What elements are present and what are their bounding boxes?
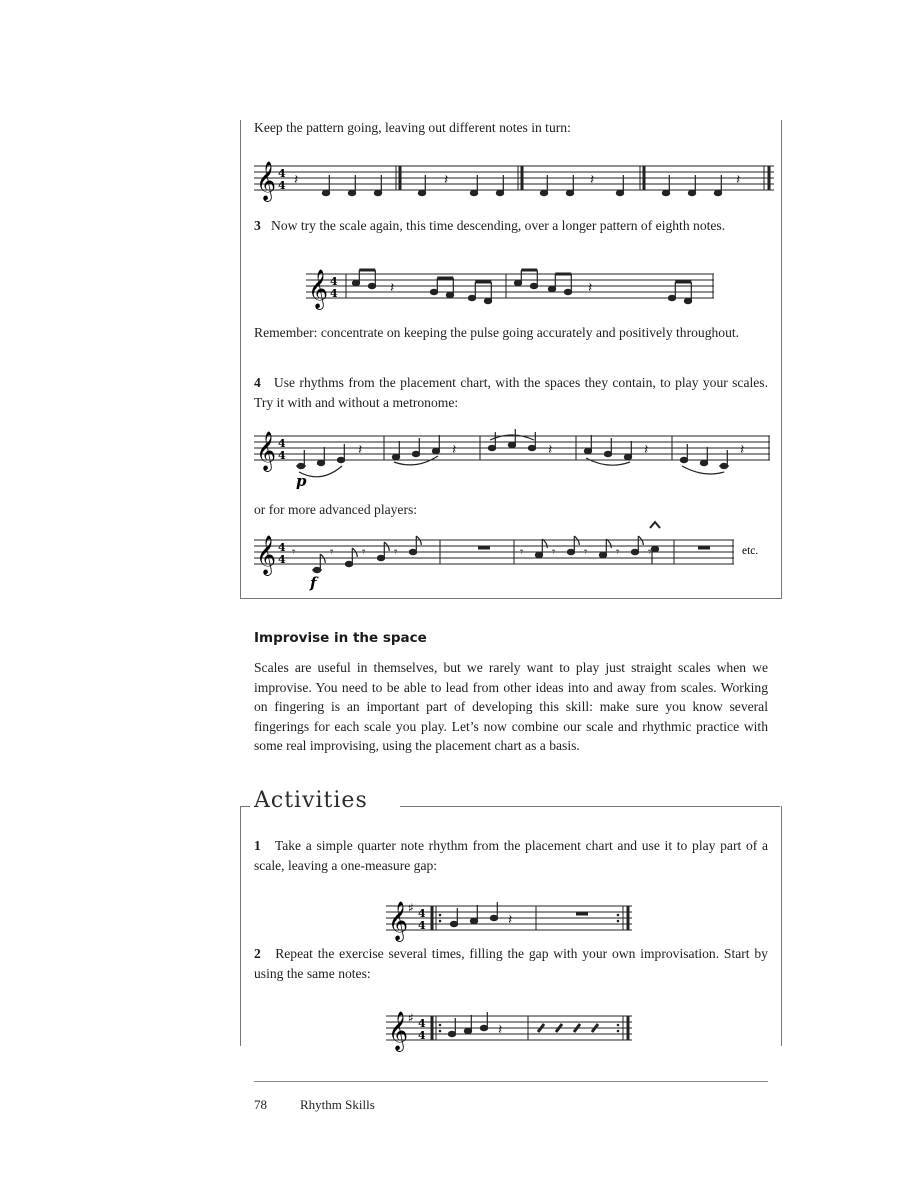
svg-text:𝄾: 𝄾 (648, 544, 652, 559)
svg-text:𝄽: 𝄽 (736, 173, 741, 188)
svg-text:4: 4 (278, 553, 286, 566)
svg-text:𝄽: 𝄽 (452, 443, 457, 458)
svg-text:4: 4 (278, 541, 286, 554)
svg-text:4: 4 (278, 437, 286, 450)
svg-text:𝄽: 𝄽 (358, 443, 363, 458)
sharp-icon: ♯ (408, 1011, 414, 1025)
step-4-text: 4 Use rhythms from the placement chart, with the spaces they contain, to play your scales. Try it with and without a metronome: (254, 375, 768, 410)
footer-rule (254, 1081, 768, 1082)
step-3-text: 3 Now try the scale again, this time descending, over a longer pattern of eighth notes. (254, 218, 726, 233)
dynamic-forte: f (310, 574, 317, 592)
svg-text:𝄾: 𝄾 (394, 544, 398, 559)
svg-text:𝄾: 𝄾 (292, 544, 296, 559)
svg-text:4: 4 (330, 287, 338, 300)
remember-text: Remember: concentrate on keeping the pulse going accurately and positively throughout. (254, 325, 740, 340)
svg-text:4: 4 (278, 449, 286, 462)
svg-text:𝄾: 𝄾 (616, 544, 620, 559)
svg-text:𝄽: 𝄽 (740, 443, 745, 458)
book-title: Rhythm Skills (300, 1097, 375, 1112)
sharp-icon: ♯ (408, 901, 414, 915)
activities-title: Activities (254, 788, 368, 813)
staff-advanced-rhythms (254, 534, 774, 594)
treble-clef-icon: 𝄞 (256, 161, 277, 201)
svg-text:𝄽: 𝄽 (588, 281, 593, 296)
treble-clef-icon: 𝄞 (388, 901, 409, 941)
svg-text:𝄽: 𝄽 (444, 173, 449, 188)
svg-text:𝄾: 𝄾 (552, 544, 556, 559)
svg-text:𝄽: 𝄽 (498, 1023, 503, 1038)
svg-text:4: 4 (330, 275, 338, 288)
svg-text:𝄽: 𝄽 (590, 173, 595, 188)
svg-text:𝄾: 𝄾 (362, 544, 366, 559)
section-body: Scales are useful in themselves, but we rarely want to play just straight scales when we improvise. You need to be able to lead from other ideas into and away from scales. Working on fingering is an important part of developing this skill: make sure you know several fingerings for each scale you play. Let’s now combine our scale and rhythmic practice with some real improvising, using the placement chart as a basis. (254, 660, 768, 753)
svg-text:4: 4 (418, 1029, 426, 1042)
svg-text:𝄾: 𝄾 (330, 544, 334, 559)
advanced-text: or for more advanced players: (254, 502, 418, 517)
treble-clef-icon: 𝄞 (256, 535, 277, 575)
svg-text:𝄾: 𝄾 (520, 544, 524, 559)
svg-text:𝄽: 𝄽 (644, 443, 649, 458)
svg-text:𝄾: 𝄾 (584, 544, 588, 559)
etc-label: etc. (742, 545, 759, 557)
treble-clef-icon: 𝄞 (388, 1011, 409, 1051)
dynamic-piano: p (296, 472, 307, 490)
svg-text:𝄽: 𝄽 (294, 173, 299, 188)
section-heading: Improvise in the space (254, 630, 427, 646)
svg-text:4: 4 (418, 907, 426, 920)
staff-descending-eighths (306, 268, 716, 312)
staff-quarter-note-scale (386, 900, 636, 940)
activity-2-text: 2 Repeat the exercise several times, filling the gap with your own improvisation. Start by using the same notes: (254, 946, 768, 981)
staff-improvise-gap (386, 1010, 636, 1050)
activity-1-text: 1 Take a simple quarter note rhythm from the placement chart and use it to play part of a scale, leaving a one-measure gap: (254, 838, 768, 873)
svg-text:𝄽: 𝄽 (548, 443, 553, 458)
svg-text:𝄽: 𝄽 (508, 913, 513, 928)
svg-text:4: 4 (278, 167, 286, 180)
staff-pattern-exercise (254, 160, 774, 204)
svg-text:4: 4 (418, 919, 426, 932)
page-number: 78 (254, 1097, 267, 1112)
staff-placement-rhythms (254, 430, 774, 494)
treble-clef-icon: 𝄞 (308, 269, 329, 309)
intro-text: Keep the pattern going, leaving out different notes in turn: (254, 120, 571, 135)
svg-text:4: 4 (418, 1017, 426, 1030)
treble-clef-icon: 𝄞 (256, 431, 277, 471)
svg-text:𝄽: 𝄽 (390, 281, 395, 296)
svg-text:4: 4 (278, 179, 286, 192)
